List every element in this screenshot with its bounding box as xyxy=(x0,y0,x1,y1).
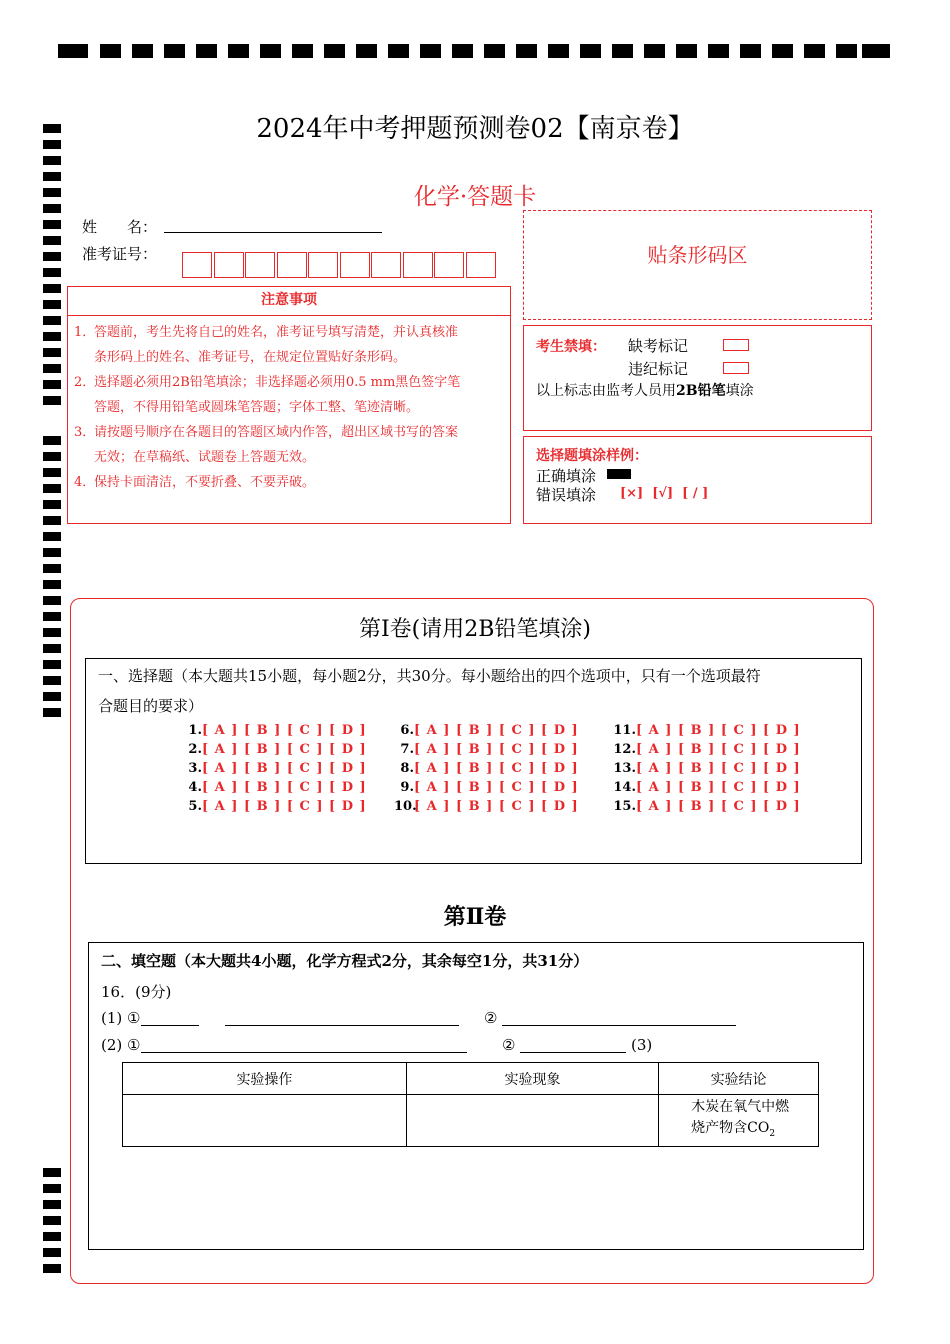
proctor-title: 考生禁填： xyxy=(536,339,606,355)
note-item-3: 3． 请按题号顺序在各题目的答题区域内作答，超出区域书写的答案 无效；在草稿纸、试题卷上答题无效。 xyxy=(74,425,459,465)
table-header-conclusion: 实验结论 xyxy=(659,1063,819,1095)
q1-label: (1) ① xyxy=(101,1009,141,1027)
correct-fill-sample xyxy=(607,469,631,479)
mcq-row[interactable]: 2.[ A ] [ B ] [ C ] [ D ] xyxy=(188,742,367,757)
correct-fill-label: 正确填涂 xyxy=(536,467,597,485)
barcode-area xyxy=(523,210,872,320)
mcq-row[interactable]: 14.[ A ] [ B ] [ C ] [ D ] xyxy=(613,780,801,795)
wrong-fill-label: 错误填涂 xyxy=(536,486,597,504)
wrong-fill-samples: [×] [√] [ / ] xyxy=(620,486,709,501)
fill-example-box xyxy=(523,436,872,524)
note-item-2: 2． 选择题必须用2B铅笔填涂；非选择题必须用0.5 mm黑色签字笔 答题，不得用铅笔或圆珠笔答题；字体工整、笔迹清晰。 xyxy=(74,375,461,415)
fill-instructions: 二、填空题（本大题共4小题，化学方程式2分，其余每空1分，共31分） xyxy=(101,952,589,970)
q2-label: (2) ① xyxy=(101,1036,141,1054)
mcq-row[interactable]: 6.[ A ] [ B ] [ C ] [ D ] xyxy=(400,723,579,738)
note-item-4: 4． 保持卡面清洁，不要折叠、不要弄破。 xyxy=(74,475,316,490)
notes-header xyxy=(67,286,511,316)
mcq-row[interactable]: 1.[ A ] [ B ] [ C ] [ D ] xyxy=(188,723,367,738)
fill-example-title: 选择题填涂样例： xyxy=(536,448,648,464)
q3-label: (3) xyxy=(631,1036,653,1054)
note-item-1: 1． 答题前，考生先将自己的姓名，准考证号填写清楚，并认真核准 条形码上的姓名、准考证号，在规定位置贴好条形码。 xyxy=(74,325,459,365)
violation-mark-box[interactable] xyxy=(723,362,749,374)
mcq-row[interactable]: 10.[ A ] [ B ] [ C ] [ D ] xyxy=(394,799,579,814)
experiment-table xyxy=(122,1062,819,1147)
q2-blank-1[interactable] xyxy=(141,1052,467,1053)
absent-label: 缺考标记 xyxy=(628,337,689,355)
part1-title: 第Ⅰ卷(请用2B铅笔填涂) xyxy=(358,617,592,642)
absent-mark-box[interactable] xyxy=(723,339,749,351)
table-cell-phenomenon[interactable] xyxy=(406,1095,658,1147)
name-label: 姓 名： xyxy=(82,218,158,236)
violation-label: 违纪标记 xyxy=(628,360,689,378)
mcq-row[interactable]: 4.[ A ] [ B ] [ C ] [ D ] xyxy=(188,780,367,795)
exam-id-boxes[interactable] xyxy=(182,252,497,278)
id-label: 准考证号： xyxy=(82,245,158,263)
mcq-row[interactable]: 11.[ A ] [ B ] [ C ] [ D ] xyxy=(613,723,801,738)
table-cell-operation[interactable] xyxy=(123,1095,407,1147)
mcq-row[interactable]: 13.[ A ] [ B ] [ C ] [ D ] xyxy=(613,761,801,776)
q2-mark-2: ② xyxy=(502,1036,516,1054)
table-cell-conclusion: 木炭在氧气中燃 烧产物含$CO_2$ xyxy=(659,1095,819,1147)
page-title: 2024年中考押题预测卷02【南京卷】 xyxy=(256,114,694,144)
q1-mark-2: ② xyxy=(484,1009,498,1027)
question-16-label: 16．(9分) xyxy=(101,983,172,1001)
mcq-instructions-2: 合题目的要求） xyxy=(98,697,204,715)
q1-blank-3[interactable] xyxy=(502,1025,736,1026)
proctor-box xyxy=(523,325,872,431)
q2-blank-2[interactable] xyxy=(520,1052,626,1053)
mcq-row[interactable]: 12.[ A ] [ B ] [ C ] [ D ] xyxy=(613,742,801,757)
page-subtitle: 化学·答题卡 xyxy=(413,184,537,210)
q1-blank-1[interactable] xyxy=(141,1025,199,1026)
mcq-row[interactable]: 5.[ A ] [ B ] [ C ] [ D ] xyxy=(188,799,367,814)
notes-title: 注意事项 xyxy=(261,292,317,308)
notes-box xyxy=(67,315,511,524)
name-field[interactable] xyxy=(164,232,382,233)
part2-title: 第Ⅱ卷 xyxy=(443,904,507,930)
barcode-label: 贴条形码区 xyxy=(647,243,748,267)
mcq-row[interactable]: 8.[ A ] [ B ] [ C ] [ D ] xyxy=(400,761,579,776)
q1-blank-2[interactable] xyxy=(225,1025,459,1026)
mcq-row[interactable]: 3.[ A ] [ B ] [ C ] [ D ] xyxy=(188,761,367,776)
table-header-operation: 实验操作 xyxy=(123,1063,407,1095)
mcq-row[interactable]: 9.[ A ] [ B ] [ C ] [ D ] xyxy=(400,780,579,795)
mcq-row[interactable]: 15.[ A ] [ B ] [ C ] [ D ] xyxy=(613,799,801,814)
proctor-note: 以上标志由监考人员用2B铅笔填涂 xyxy=(536,383,754,399)
mcq-instructions-1: 一、选择题（本大题共15小题，每小题2分，共30分。每小题给出的四个选项中，只有一个选项最符 xyxy=(98,667,761,685)
mcq-row[interactable]: 7.[ A ] [ B ] [ C ] [ D ] xyxy=(400,742,579,757)
timing-marks-top xyxy=(58,44,890,62)
table-header-phenomenon: 实验现象 xyxy=(406,1063,658,1095)
